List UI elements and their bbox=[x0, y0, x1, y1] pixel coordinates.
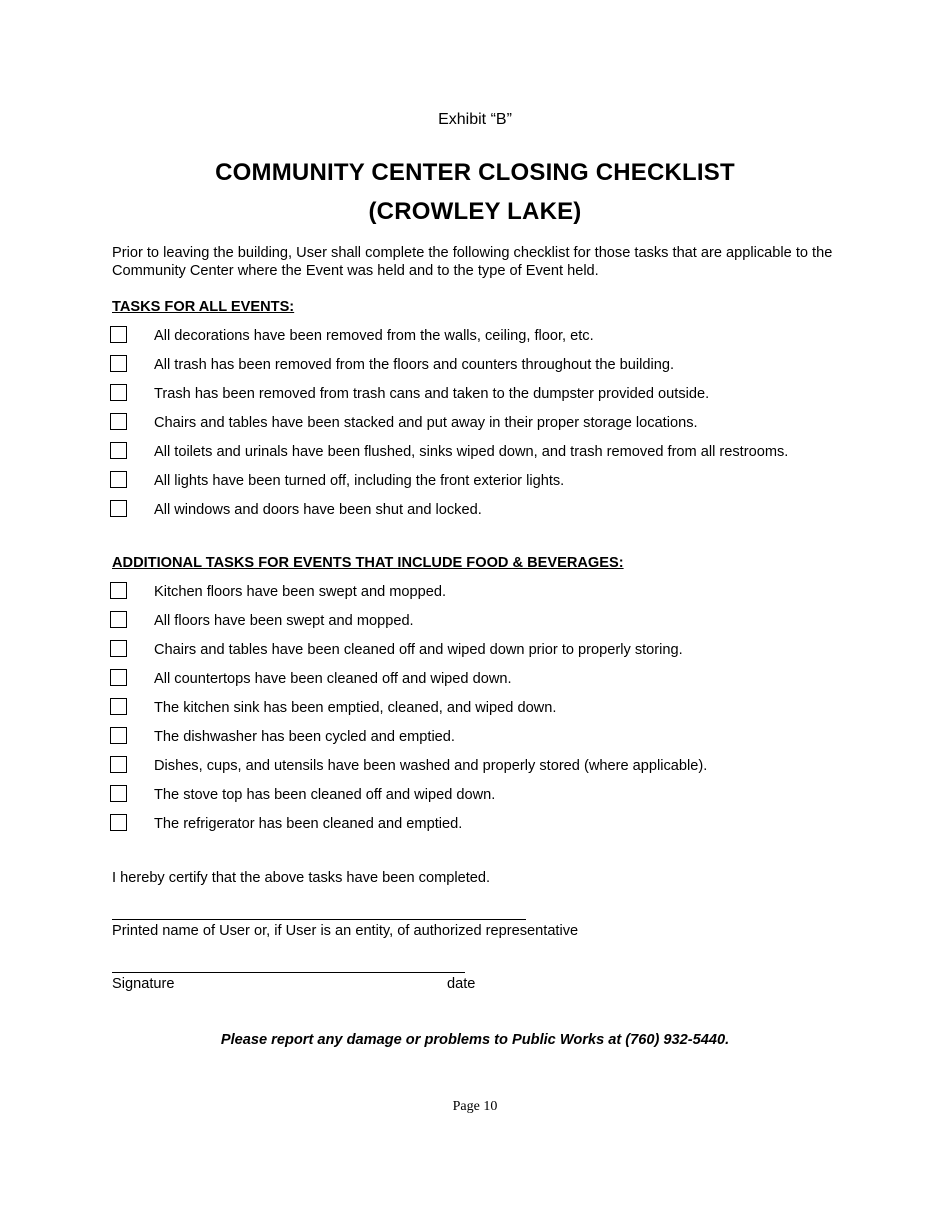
checklist-item-text: All decorations have been removed from the walls, ceiling, floor, etc. bbox=[154, 328, 594, 344]
checklist-item-text: All floors have been swept and mopped. bbox=[154, 613, 414, 629]
checklist-item-text: Chairs and tables have been stacked and put away in their proper storage locations. bbox=[154, 415, 698, 431]
printed-name-label: Printed name of User or, if User is an entity, of authorized representative bbox=[112, 923, 579, 939]
date-label: date bbox=[447, 976, 476, 992]
exhibit-label: Exhibit “B” bbox=[438, 111, 512, 128]
checklist-item-text: Kitchen floors have been swept and mopped. bbox=[154, 584, 447, 600]
checkbox[interactable] bbox=[110, 785, 127, 802]
checkbox[interactable] bbox=[110, 355, 127, 372]
checklist-item-text: The kitchen sink has been emptied, cleaned, and wiped down. bbox=[154, 700, 557, 716]
checkbox[interactable] bbox=[110, 326, 127, 343]
checklist-item-text: The stove top has been cleaned off and wiped down. bbox=[154, 787, 496, 803]
checklist-item-text: The refrigerator has been cleaned and emptied. bbox=[154, 816, 463, 832]
checkbox[interactable] bbox=[110, 582, 127, 599]
checklist-item-text: Chairs and tables have been cleaned off and wiped down prior to properly storing. bbox=[154, 642, 683, 658]
checklist-item-text: Dishes, cups, and utensils have been washed and properly stored (where applicable). bbox=[154, 758, 708, 774]
signature-line[interactable] bbox=[112, 972, 465, 973]
checkbox[interactable] bbox=[110, 500, 127, 517]
checkbox[interactable] bbox=[110, 384, 127, 401]
checklist-item-text: The dishwasher has been cycled and emptied. bbox=[154, 729, 455, 745]
section-heading-all-events: TASKS FOR ALL EVENTS: bbox=[112, 299, 295, 315]
checkbox[interactable] bbox=[110, 669, 127, 686]
page-number: Page 10 bbox=[452, 1099, 498, 1114]
checklist-item-text: All countertops have been cleaned off and wiped down. bbox=[154, 671, 512, 687]
damage-report-notice: Please report any damage or problems to Public Works at (760) 932-5440. bbox=[220, 1032, 730, 1048]
checkbox[interactable] bbox=[110, 698, 127, 715]
checkbox[interactable] bbox=[110, 640, 127, 657]
checklist-item-text: Trash has been removed from trash cans and taken to the dumpster provided outside. bbox=[154, 386, 710, 402]
page-subtitle: (CROWLEY LAKE) bbox=[368, 198, 582, 225]
page-title: COMMUNITY CENTER CLOSING CHECKLIST bbox=[215, 159, 735, 186]
signature-label: Signature bbox=[112, 976, 175, 992]
checkbox[interactable] bbox=[110, 471, 127, 488]
checklist-item-text: All trash has been removed from the floors and counters throughout the building. bbox=[154, 357, 675, 373]
checkbox[interactable] bbox=[110, 611, 127, 628]
checkbox[interactable] bbox=[110, 814, 127, 831]
checkbox[interactable] bbox=[110, 413, 127, 430]
certification-statement: I hereby certify that the above tasks have been completed. bbox=[112, 870, 491, 886]
checkbox[interactable] bbox=[110, 727, 127, 744]
intro-paragraph: Prior to leaving the building, User shall complete the following checklist for those tasks that are applicable to the Community Center where the Event was held and to the type of Event held. bbox=[112, 245, 833, 279]
checkbox[interactable] bbox=[110, 756, 127, 773]
printed-name-line[interactable] bbox=[112, 919, 526, 920]
checklist-item-text: All windows and doors have been shut and locked. bbox=[154, 502, 482, 518]
checklist-item-text: All lights have been turned off, including the front exterior lights. bbox=[154, 473, 565, 489]
section-heading-food-beverages: ADDITIONAL TASKS FOR EVENTS THAT INCLUDE FOOD & BEVERAGES: bbox=[112, 555, 624, 571]
checklist-item-text: All toilets and urinals have been flushed, sinks wiped down, and trash removed from all restrooms. bbox=[154, 444, 789, 460]
checkbox[interactable] bbox=[110, 442, 127, 459]
